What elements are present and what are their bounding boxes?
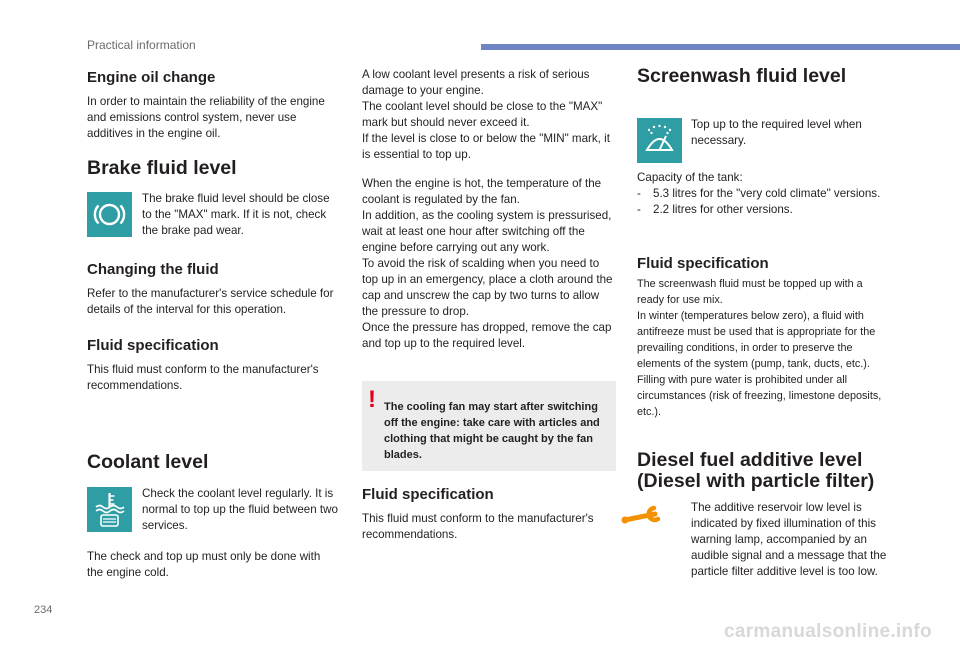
brake-fluid-title: Brake fluid level <box>87 157 237 179</box>
coolant-risk-text: A low coolant level presents a risk of serious damage to your engine. <box>362 68 590 97</box>
coolant-title: Coolant level <box>87 451 209 473</box>
coolant-check-text: The check and top up must only be done with the engine cold. <box>87 550 321 579</box>
changing-fluid-title: Changing the fluid <box>87 261 219 278</box>
watermark: carmanualsonline.info <box>724 621 932 642</box>
coolant-spec-title: Fluid specification <box>362 486 494 503</box>
coolant-info-block <box>362 67 616 163</box>
capacity-label: Capacity of the tank: <box>637 171 743 184</box>
coolant-icon-text: Check the coolant level regularly. It is normal to top up the fluid between two services. <box>142 487 338 532</box>
section-header: Practical information <box>87 38 196 52</box>
diesel-additive-icon <box>617 501 677 531</box>
warning-text: The cooling fan may start after switching off the engine: take care with articles and clothing that might be caught by the fan blades. <box>384 401 600 461</box>
engine-oil-title: Engine oil change <box>87 69 216 86</box>
coolant-fan-text: When the engine is hot, the temperature of the coolant is regulated by the fan. <box>362 177 602 206</box>
coolant-pressure-text: In addition, as the cooling system is pressurised, wait at least one hour after switching off the engine before carrying out any work. <box>362 209 612 254</box>
changing-fluid-text: Refer to the manufacturer's service schedule for details of the interval for this operation. <box>87 287 334 316</box>
screenwash-icon-text: Top up to the required level when necessary. <box>691 118 862 147</box>
coolant-topup-text: Once the pressure has dropped, remove the cap and top up to the required level. <box>362 321 612 350</box>
engine-oil-text: In order to maintain the reliability of the engine and emissions control system, never use additives in the engine oil. <box>87 95 325 140</box>
warning-exclamation-icon: ! <box>368 386 376 413</box>
coolant-min-text: If the level is close to or below the "MIN" mark, it is essential to top up. <box>362 132 610 161</box>
coolant-warning-icon <box>87 487 132 532</box>
screenwash-water-text: Filling with pure water is prohibited under all circumstances (risk of freezing, limestone deposits, etc.). <box>637 374 882 418</box>
page-number: 234 <box>34 604 53 616</box>
screenwash-title: Screenwash fluid level <box>637 65 847 87</box>
brake-spec-text: This fluid must conform to the manufacturer's recommendations. <box>87 363 319 392</box>
screenwash-icon <box>637 118 682 163</box>
brake-icon-text: The brake fluid level should be close to the "MAX" mark. If it is not, check the brake pad wear. <box>142 192 330 237</box>
diesel-icon-text: The additive reservoir low level is indicated by fixed illumination of this warning lamp, accompanied by an audible signal and a message that the particle filter additive level is too low. <box>691 501 887 578</box>
capacity-block <box>637 170 887 218</box>
coolant-scalding-text: To avoid the risk of scalding when you need to top up in an emergency, place a cloth around the cap and unscrew the cap by two turns to allow the pressure to drop. <box>362 257 613 318</box>
diesel-title: Diesel fuel additive level (Diesel with particle filter) <box>637 449 875 492</box>
brake-warning-icon <box>87 192 132 237</box>
list-item: - 2.2 litres for other versions. <box>637 203 793 216</box>
screenwash-spec-title: Fluid specification <box>637 255 769 272</box>
coolant-hot-block <box>362 176 616 352</box>
screenwash-spec-block <box>637 276 889 420</box>
brake-spec-title: Fluid specification <box>87 337 219 354</box>
screenwash-mix-text: The screenwash fluid must be topped up with a ready for use mix. <box>637 278 863 306</box>
list-item: - 5.3 litres for the "very cold climate" versions. <box>637 187 881 200</box>
coolant-spec-text: This fluid must conform to the manufacturer's recommendations. <box>362 512 594 541</box>
screenwash-winter-text: In winter (temperatures below zero), a fluid with antifreeze must be used that is appropriate for the prevailing conditions, in order to preserve the elements of the system (pump, tank, ducts, etc.). <box>637 310 876 370</box>
header-bar <box>481 44 960 50</box>
coolant-max-text: The coolant level should be close to the "MAX" mark but should never exceed it. <box>362 100 603 129</box>
